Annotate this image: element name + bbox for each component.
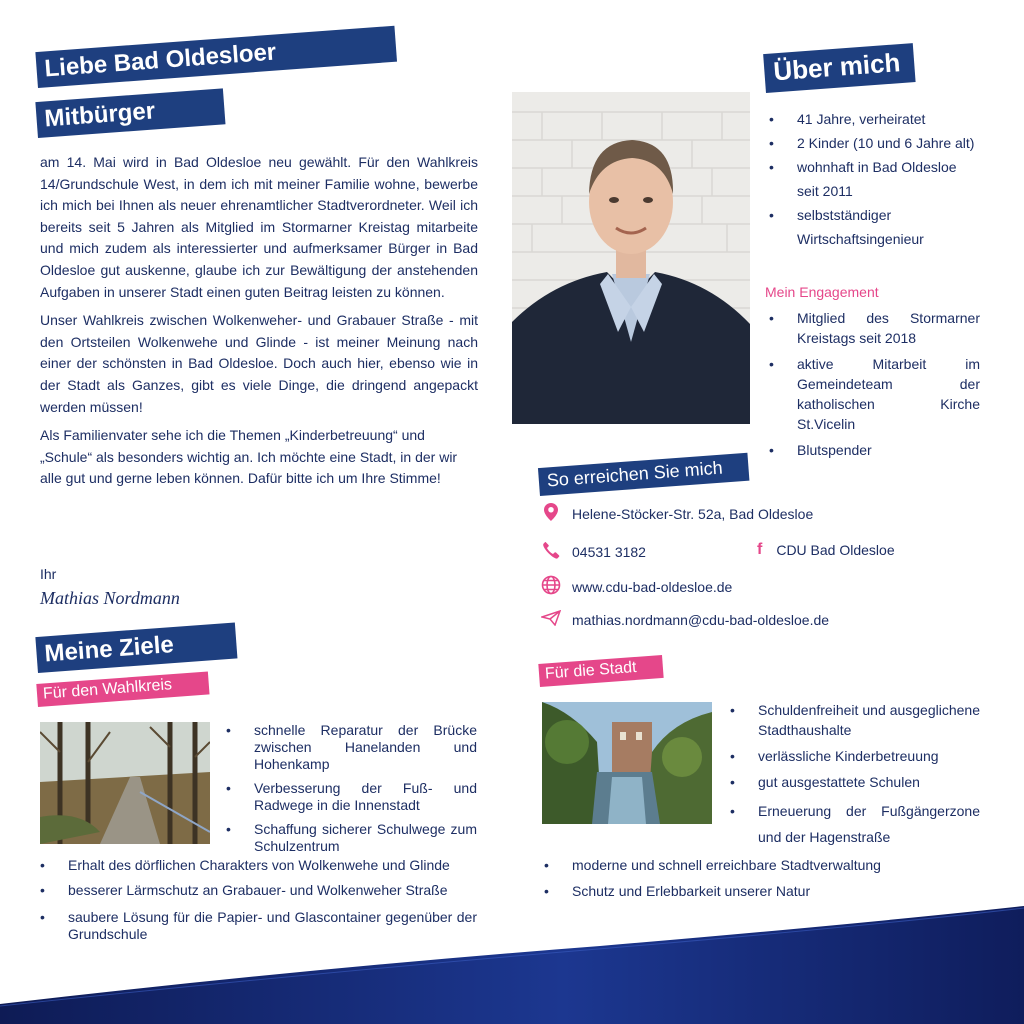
contact-web bbox=[540, 575, 732, 598]
engagement-heading: Mein Engagement bbox=[765, 284, 879, 300]
intro-paragraph: am 14. Mai wird in Bad Oldesloe neu gewählt. Für den Wahlkreis 14/Grundschule West, in dem ich mit meiner Familie wohne, bewerbe ich mich bei Ihnen als neuer ehrenamtlicher Stadtverordneter. Weil ich bereits seit 5 Jahren als Mitglied im Stormarner Kreistag mitarbeite und mich zudem als interessierter und aufmerksamer Bürger in Bad Oldesloe gut auskenne, glaube ich zur Bewältigung der anstehenden Aufgaben in unserer Stadt einen guten Beitrag leisten zu können. bbox=[40, 154, 478, 300]
intro-heading-line1: Liebe Bad Oldesloer bbox=[35, 26, 397, 88]
phone-icon bbox=[540, 541, 562, 562]
intro-heading-line2: Mitbürger bbox=[35, 88, 225, 138]
bottom-wave bbox=[0, 894, 1024, 1024]
contact-email bbox=[540, 610, 829, 629]
engagement-list bbox=[765, 308, 980, 460]
phone-text[interactable]: 04531 3182 bbox=[572, 543, 646, 560]
city-canal-photo bbox=[542, 702, 712, 824]
about-list bbox=[765, 107, 980, 251]
city-heading: Für die Stadt bbox=[538, 655, 663, 687]
district-heading: Für den Wahlkreis bbox=[36, 671, 209, 707]
engagement-item: • Mitglied des Stormarner Kreistags seit 2018 bbox=[765, 308, 980, 348]
signature: Mathias Nordmann bbox=[40, 588, 180, 608]
city-list-short bbox=[726, 700, 980, 850]
about-item: • 41 Jahre, verheiratet bbox=[765, 107, 980, 131]
contact-phone bbox=[540, 541, 646, 562]
about-item: • selbstständiger Wirtschaftsingenieur bbox=[765, 203, 980, 251]
city-goal-item: • Schutz und Erlebbarkeit unserer Natur bbox=[540, 878, 980, 904]
facebook-text[interactable]: CDU Bad Oldesloe bbox=[776, 542, 895, 558]
portrait-photo bbox=[512, 92, 750, 424]
goals-heading: Meine Ziele bbox=[35, 622, 237, 673]
district-goal-item: • saubere Lösung für die Papier- und Glascontainer gegenüber der Grundschule bbox=[36, 909, 477, 943]
city-goal-item: • moderne und schnell erreichbare Stadtverwaltung bbox=[540, 852, 980, 878]
city-goal-item: • Erneuerung der Fußgängerzone und der Hagenstraße bbox=[726, 798, 980, 850]
engagement-item: • aktive Mitarbeit im Gemeindeteam der katholischen Kirche St.Vicelin bbox=[765, 354, 980, 434]
contact-address bbox=[540, 503, 813, 524]
city-goal-item: • verlässliche Kinderbetreuung bbox=[726, 746, 980, 766]
facebook-icon: f bbox=[757, 541, 763, 558]
district-goal-item: • Erhalt des dörflichen Charakters von Wolkenwehe und Glinde bbox=[36, 857, 477, 874]
about-item: • wohnhaft in Bad Oldesloe seit 2011 bbox=[765, 155, 980, 203]
about-heading: Über mich bbox=[763, 43, 915, 93]
intro-paragraph: Als Familienvater sehe ich die Themen „Kinderbetreuung“ und „Schule“ als besonders wichtig an. Ich möchte eine Stadt, in der wir alle gut und gerne leben können. Dafür bitte ich um Ihre Stimme! bbox=[40, 427, 458, 487]
address-text: Helene-Stöcker-Str. 52a, Bad Oldesloe bbox=[572, 505, 814, 522]
about-item: • 2 Kinder (10 und 6 Jahre alt) bbox=[765, 131, 980, 155]
email-link[interactable]: mathias.nordmann@cdu-bad-oldesloe.de bbox=[572, 611, 830, 628]
contact-heading: So erreichen Sie mich bbox=[538, 453, 749, 496]
district-goal-item: • schnelle Reparatur der Brücke zwischen Hanelanden und Hohenkamp bbox=[222, 722, 477, 773]
intro-paragraph: Unser Wahlkreis zwischen Wolkenweher- und Grabauer Straße - mit den Ortsteilen Wolkenwehe und Glinde - ist meiner Meinung nach einer der schönsten in Bad Oldesloe. Doch auch hier, ebenso wie in der Stadt als Ganzes, gibt es viele Dinge, die dringend angepackt werden müssen! bbox=[40, 312, 478, 415]
engagement-item: • Blutspender bbox=[765, 440, 980, 460]
web-link[interactable]: www.cdu-bad-oldesloe.de bbox=[572, 578, 733, 595]
city-goal-item: • Schuldenfreiheit und ausgeglichene Stadthaushalte bbox=[726, 700, 980, 740]
contact-facebook bbox=[757, 541, 895, 559]
city-goal-item: • gut ausgestattete Schulen bbox=[726, 772, 980, 792]
intro-text bbox=[40, 152, 478, 497]
district-goal-item: • Schaffung sicherer Schulwege zum Schulzentrum bbox=[222, 821, 477, 855]
globe-icon bbox=[540, 575, 562, 598]
paper-plane-icon bbox=[540, 610, 562, 629]
forest-path-photo bbox=[40, 722, 210, 844]
district-list-short bbox=[222, 722, 477, 855]
district-goal-item: • Verbesserung der Fuß- und Radwege in die Innenstadt bbox=[222, 780, 477, 814]
district-goal-item: • besserer Lärmschutz an Grabauer- und Wolkenweher Straße bbox=[36, 882, 477, 899]
location-pin-icon bbox=[540, 503, 562, 524]
closing-text: Ihr bbox=[40, 566, 57, 582]
